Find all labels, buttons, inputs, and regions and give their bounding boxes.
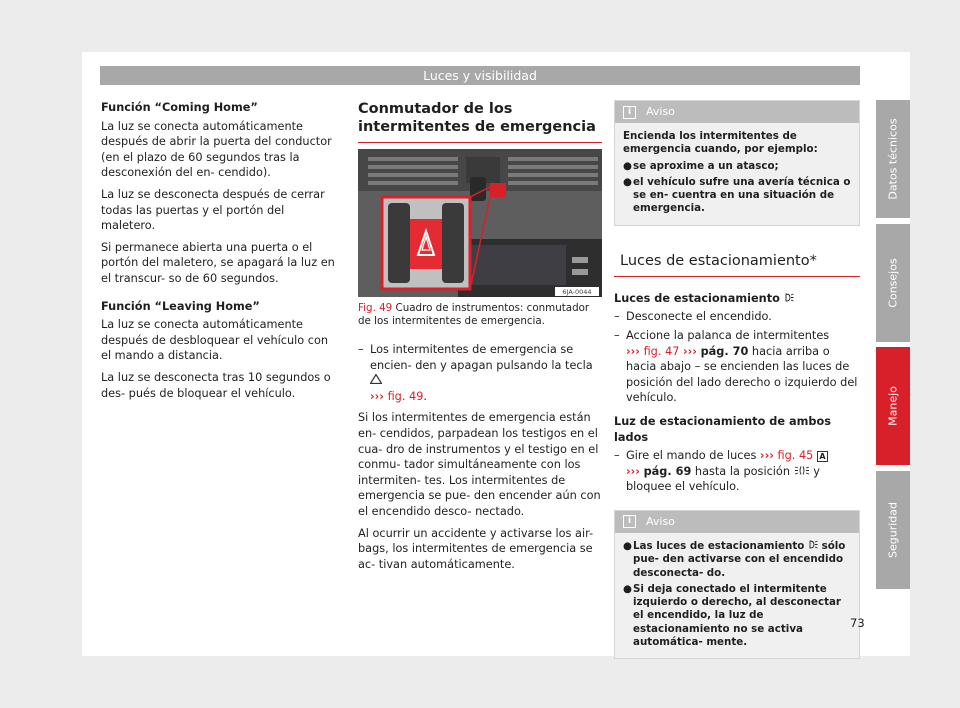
column-middle xyxy=(358,100,602,578)
callout-a-badge: A xyxy=(817,451,828,462)
tab-consejos[interactable]: Consejos xyxy=(876,224,910,342)
aviso-box-1: i Aviso Encienda los intermitentes de emergencia cuando, por ejemplo: ● se aproxime a un atasco; ● el vehículo sufre una avería técnica o se en- cuentra en una situación de emergencia. xyxy=(614,100,860,226)
coming-home-p3: Si permanece abierta una puerta o el portón del maletero, se apagará la luz en el transcur- so de 60 segundos. xyxy=(101,240,335,285)
parking-section-title: Luces de estacionamiento* xyxy=(614,252,860,277)
aviso1-bullet-2: el vehículo sufre una avería técnica o se en- cuentra en una situación de emergencia. xyxy=(633,175,851,215)
hazard-dash-item: – Los intermitentes de emergencia se encien- den y apagan pulsando la tecla ››› fig. 49. xyxy=(358,343,593,403)
both-side-parking-icon xyxy=(794,466,810,475)
dashboard-illustration xyxy=(358,149,602,297)
coming-home-p1: La luz se conecta automáticamente después de abrir la puerta del conductor (en el plazo de 60 segundos tras la desconexión del en- cendido). xyxy=(101,119,332,180)
parking-light-icon xyxy=(808,540,818,549)
leaving-home-p1: La luz se conecta automáticamente después de desbloquear el vehículo con el mando a distancia. xyxy=(101,318,329,363)
leaving-home-p2: La luz se desconecta tras 10 segundos o des- pués de bloquear el vehículo. xyxy=(101,370,331,400)
hazard-dash-text: Los intermitentes de emergencia se encien- den y apagan pulsando la tecla xyxy=(370,343,593,372)
parking-sub2-dash-1: – Gire el mando de luces ››› fig. 45 A ››› pág. 69 hasta la posición y bloquee el vehículo. xyxy=(614,448,860,495)
hazard-p1: Si los intermitentes de emergencia están en- cendidos, parpadean los testigos en el cua- dro de instrumentos y el testigo en el conmu- tador simultáneamente con los intermiten- tes. Los intermitentes de emergencia se pue- den encender aún con el encendido desco- nectado. xyxy=(358,411,601,518)
leaving-home-title: Función “Leaving Home” xyxy=(101,299,260,313)
hazard-fig-link[interactable]: fig. 49 xyxy=(387,389,424,403)
aviso2-bullet-1: ● Las luces de estacionamiento sólo pue- den activarse con el encendido desconecta- do. xyxy=(623,539,846,579)
parking-sub1-dash-1: Desconecte el encendido. xyxy=(626,310,772,324)
fig47-link[interactable]: fig. 47 xyxy=(643,344,680,358)
aviso1-intro: Encienda los intermitentes de emergencia cuando, por ejemplo: xyxy=(623,130,818,156)
aviso-header-2: i Aviso xyxy=(615,511,859,533)
column-right: i Aviso Encienda los intermitentes de emergencia cuando, por ejemplo: ● se aproxime a un atasco; ● el vehículo sufre una avería técnica o se en- cuentra en una situación de emergencia. Luces de estacionamiento* Luces de estacionamiento – Desconecte el encendido. – Accione la palanca de intermitentes ››› fig. 47 ››› pág. 70 hacia arriba o hacia abajo – se encienden las luces de posición del lado derecho o izquierdo del vehículo. Luz de estacionamiento de ambos lados – Gire el mando de luces ››› fig. 45 A ››› pág. 69 hasta la posición y bloquee el vehículo. i Aviso ● Las luces de estacionamiento sólo pue- den activarse con el encendido desconecta- do. ● Si deja conectado el intermitente izquierdo o derecho, al desconectar el encendido, la luz de estacionamiento no se activa automática- mente. xyxy=(614,100,860,659)
figure-code: 6JA-0044 xyxy=(562,288,592,296)
parking-light-icon xyxy=(784,293,794,302)
aviso-header-1: i Aviso xyxy=(615,101,859,123)
parking-sub2-title: Luz de estacionamiento de ambos lados xyxy=(614,414,831,444)
tab-manejo[interactable]: Manejo xyxy=(876,347,910,465)
hazard-switch-figure xyxy=(358,149,602,297)
info-icon: i xyxy=(623,515,636,528)
page-number: 73 xyxy=(850,616,865,630)
tab-seguridad[interactable]: Seguridad xyxy=(876,471,910,589)
hazard-warning-icon xyxy=(370,374,382,384)
fig45-link[interactable]: fig. 45 xyxy=(777,449,814,463)
page-header: Luces y visibilidad xyxy=(100,66,860,85)
figure-label: Fig. 49 xyxy=(358,302,393,314)
aviso2-bullet-2: Si deja conectado el intermitente izquierdo o derecho, al desconectar el encendido, la luz de estacionamiento no se activa automática- mente. xyxy=(633,582,842,648)
pag70-link[interactable]: pág. 70 xyxy=(700,344,749,358)
coming-home-title: Función “Coming Home” xyxy=(101,101,258,114)
hazard-p2: Al ocurrir un accidente y activarse los air- bags, los intermitentes de emergencia se ac- tivan automáticamente. xyxy=(358,526,594,571)
coming-home-p2: La luz se desconecta después de cerrar todas las puertas y el portón del maletero. xyxy=(101,187,325,233)
tab-datos-tecnicos[interactable]: Datos técnicos xyxy=(876,100,910,218)
arrow-glyph: ››› xyxy=(370,389,384,403)
figure-caption xyxy=(358,302,602,328)
column-left xyxy=(101,100,341,407)
parking-sub1-dash-2: – Accione la palanca de intermitentes ››› fig. 47 ››› pág. 70 hacia arriba o hacia abajo – se encienden las luces de posición del lado derecho o izquierdo del vehículo. xyxy=(614,328,858,405)
aviso1-bullet-1: se aproxime a un atasco; xyxy=(633,159,779,172)
aviso-box-2: i Aviso ● Las luces de estacionamiento sólo pue- den activarse con el encendido desconecta- do. ● Si deja conectado el intermitente izquierdo o derecho, al desconectar el encendido, la luz de estacionamiento no se activa automática- mente. xyxy=(614,510,860,659)
info-icon: i xyxy=(623,106,636,119)
pag69-link[interactable]: pág. 69 xyxy=(643,464,692,478)
parking-sub1-title: Luces de estacionamiento xyxy=(614,291,860,307)
figure-caption-text: Cuadro de instrumentos: conmutador de los intermitentes de emergencia. xyxy=(358,302,590,327)
hazard-section-title: Conmutador de los intermitentes de emergencia xyxy=(358,100,602,143)
